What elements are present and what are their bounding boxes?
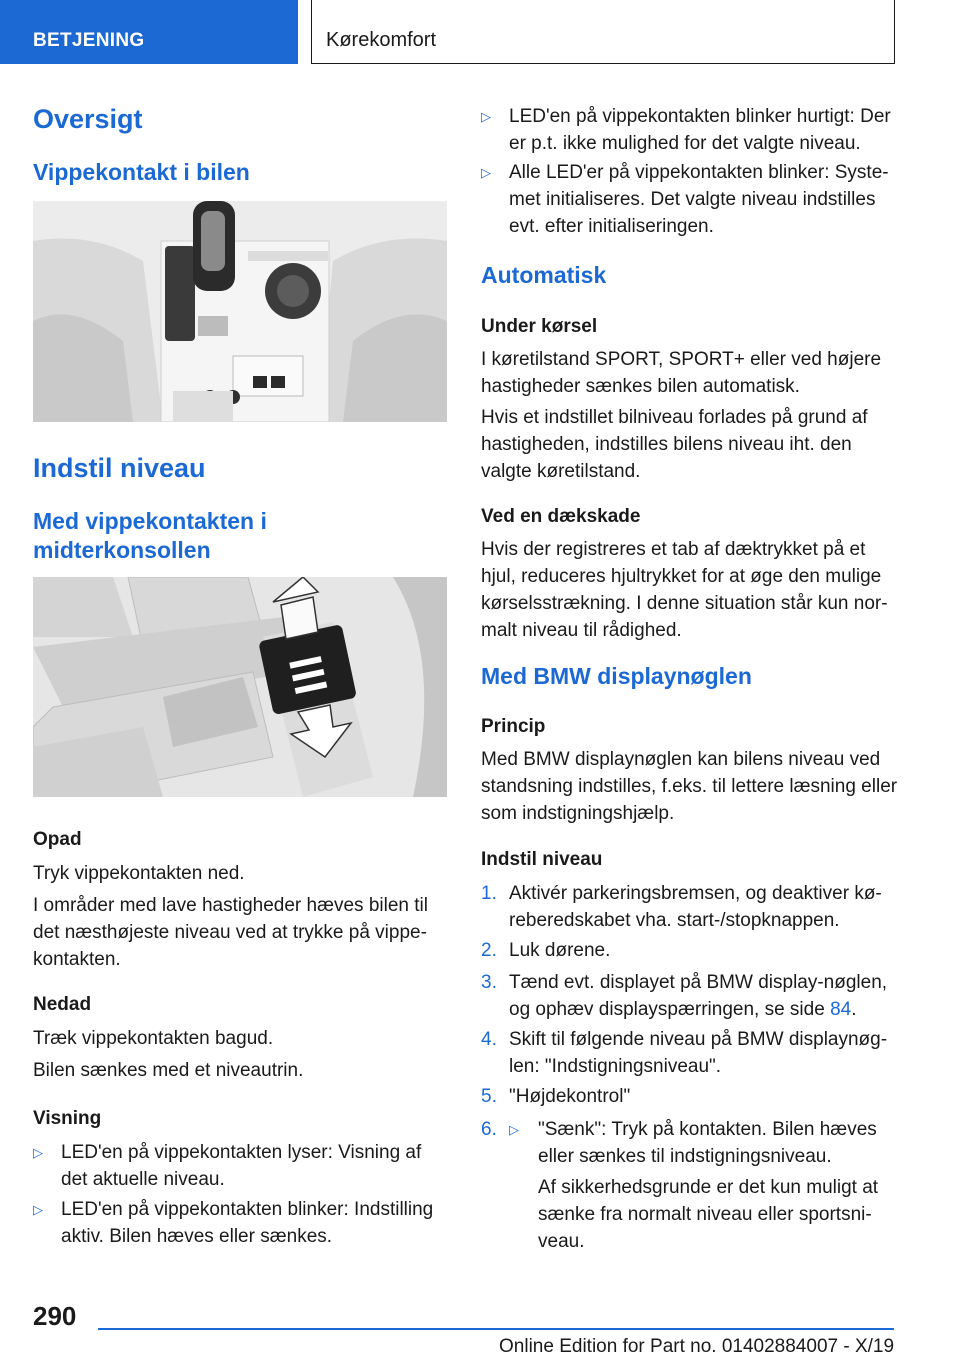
under-text-1-line2: hastigheder sænkes bilen automatisk. [481,376,800,397]
list-item: ▷ LED'en på vippekontakten blinker hurtigt: Der er p.t. ikke mulighed for det valgte niveau. [481,103,895,157]
list-item: ▷ LED'en på vippekontakten lyser: Visning af det aktuelle niveau. [33,1139,447,1193]
under-text-2-line1: Hvis et indstillet bilniveau forlades på grund af [481,407,868,428]
console-figure [33,201,447,422]
page-reference-link[interactable]: 84 [830,999,852,1020]
subheading-med-vippekontakten-1: Med vippekontakten i [33,508,267,534]
section-tab [0,0,298,64]
step6-note-line1: Af sikkerhedsgrunde er det kun muligt at [538,1177,879,1198]
princip-text-line1: Med BMW displaynøglen kan bilens niveau ved [481,749,881,770]
under-text-2-line3: valgte køretilstand. [481,461,641,482]
under-text-1-line1: I køretilstand SPORT, SPORT+ eller ved højere [481,349,882,370]
bullet-triangle-icon: ▷ [509,1122,519,1137]
nedad-text-1: Træk vippekontakten bagud. [33,1028,274,1049]
section-label: BETJENING [33,30,145,51]
page-title: Oversigt [33,104,143,134]
chapter-label: Kørekomfort [326,29,437,51]
under-text-2-line2: hastigheden, indstilles bilens niveau iht. den [481,434,852,455]
opad-text-1: Tryk vippekontakten ned. [33,863,245,884]
daek-text-line2: hjul, reduceres hjultrykket for at øge den mulige [481,566,882,587]
bullet-triangle-icon: ▷ [481,165,491,180]
toggle-switch-figure [33,577,447,797]
daek-text-line3: kørselsstrækning. I denne situation står kun nor- [481,593,888,614]
footer-divider [98,1328,894,1330]
bullet-triangle-icon: ▷ [33,1202,43,1217]
list-item: ▷ LED'en på vippekontakten blinker: Indstilling aktiv. Bilen hæves eller sænkes. [33,1196,447,1250]
heading-visning: Visning [33,1108,102,1129]
footer-edition: Online Edition for Part no. 01402884007 - X/19 [499,1336,895,1357]
step6-note-line2: sænke fra normalt niveau eller sportsni- [538,1204,872,1225]
heading-indstil-niveau-steps: Indstil niveau [481,849,603,870]
daek-text-line4: malt niveau til rådighed. [481,620,682,641]
console-illustration [33,201,447,422]
subheading-vippekontakt: Vippekontakt i bilen [33,159,250,185]
heading-daekskade: Ved en dækskade [481,506,641,527]
bullet-triangle-icon: ▷ [33,1145,43,1160]
heading-opad: Opad [33,829,82,850]
daek-text-line1: Hvis der registreres et tab af dæktrykket på et [481,539,866,560]
step-item: 3. Tænd evt. displayet på BMW display-nøglen, og ophæv displayspærringen, se side 84. [481,972,888,1020]
heading-bmw-displaynoeglen: Med BMW displaynøglen [481,663,752,689]
step-item: 5. "Højdekontrol" [481,1086,631,1107]
step-item: 4. Skift til følgende niveau på BMW displaynøg- len: "Indstigningsniveau". [481,1029,888,1077]
step-item: 2. Luk dørene. [481,940,611,961]
heading-under-koersel: Under kørsel [481,316,598,337]
chapter-box [311,0,895,64]
heading-princip: Princip [481,716,546,737]
toggle-switch-illustration [33,577,447,797]
opad-text-2-line3: kontakten. [33,949,121,970]
heading-indstil-niveau: Indstil niveau [33,453,206,483]
heading-nedad: Nedad [33,994,92,1015]
heading-automatisk: Automatisk [481,262,607,288]
step-item: 1. Aktivér parkeringsbremsen, og deaktiver kø- reberedskabet vha. start-/stopknappen. [481,883,882,931]
subheading-med-vippekontakten-2: midterkonsollen [33,537,211,563]
opad-text-2-line1: I områder med lave hastigheder hæves bilen til [33,895,428,916]
nedad-text-2: Bilen sænkes med et niveautrin. [33,1060,304,1081]
page-number: 290 [33,1301,77,1331]
list-item: ▷ Alle LED'er på vippekontakten blinker: Syste- met initialiseres. Det valgte niveau indstilles evt. efter initialiseringen. [481,159,895,240]
step-item: 6. ▷ "Sænk": Tryk på kontakten. Bilen hæves eller sænkes til indstigningsniveau. [481,1116,895,1170]
step6-note-line3: veau. [538,1231,585,1252]
bullet-triangle-icon: ▷ [481,109,491,124]
princip-text-line3: som indstigningshjælp. [481,803,675,824]
opad-text-2-line2: det næsthøjeste niveau ved at trykke på vippe- [33,922,427,943]
princip-text-line2: standsning indstilles, f.eks. til lettere læsning eller [481,776,898,797]
